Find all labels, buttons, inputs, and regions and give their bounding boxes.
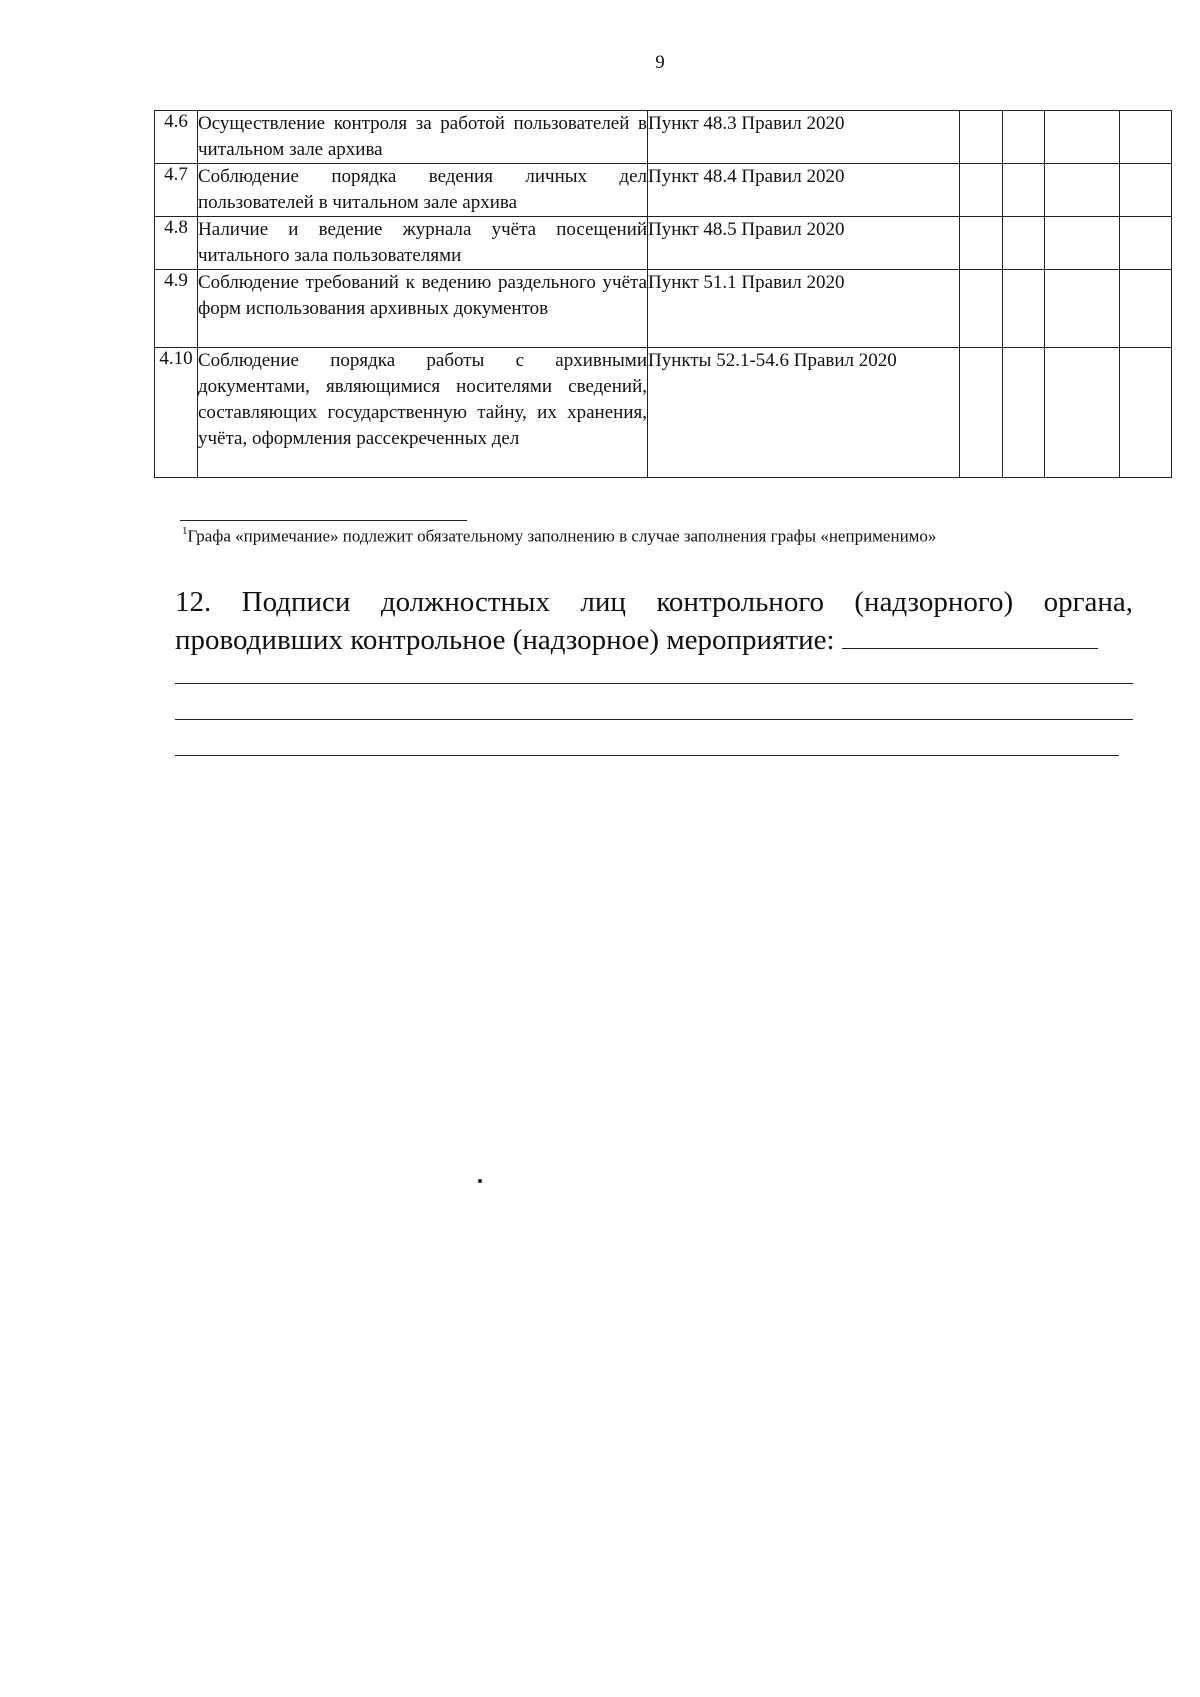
checklist-table [154, 110, 1172, 478]
scan-dot [478, 1179, 482, 1183]
mark-cell-yes[interactable] [960, 111, 1003, 164]
footnote-marker: 1 [182, 525, 188, 537]
signature-line[interactable] [175, 719, 1133, 720]
mark-cell-yes[interactable] [960, 348, 1003, 478]
footnote-separator [180, 520, 467, 521]
note-cell[interactable] [1120, 164, 1172, 217]
table-row [155, 164, 1172, 217]
mark-cell-not-applicable[interactable] [1045, 164, 1120, 217]
mark-cell-no[interactable] [1003, 217, 1045, 270]
requirement-cell: Соблюдение порядка ведения личных дел пользователей в читальном зале архива [198, 164, 648, 217]
reference-cell: Пункты 52.1-54.6 Правил 2020 [648, 348, 960, 478]
requirement-cell: Наличие и ведение журнала учёта посещений читального зала пользователями [198, 217, 648, 270]
table-row [155, 270, 1172, 348]
table-row [155, 111, 1172, 164]
signature-line[interactable] [175, 683, 1133, 684]
reference-cell: Пункт 48.3 Правил 2020 [648, 111, 960, 164]
row-number: 4.6 [155, 111, 198, 164]
mark-cell-not-applicable[interactable] [1045, 111, 1120, 164]
mark-cell-no[interactable] [1003, 111, 1045, 164]
reference-cell: Пункт 51.1 Правил 2020 [648, 270, 960, 348]
row-number: 4.7 [155, 164, 198, 217]
mark-cell-not-applicable[interactable] [1045, 270, 1120, 348]
requirement-cell: Осуществление контроля за работой пользователей в читальном зале архива [198, 111, 648, 164]
mark-cell-no[interactable] [1003, 164, 1045, 217]
mark-cell-no[interactable] [1003, 348, 1045, 478]
note-cell[interactable] [1120, 111, 1172, 164]
reference-cell: Пункт 48.5 Правил 2020 [648, 217, 960, 270]
table-row [155, 348, 1172, 478]
note-cell[interactable] [1120, 348, 1172, 478]
row-number: 4.10 [155, 348, 198, 478]
mark-cell-yes[interactable] [960, 217, 1003, 270]
signature-line[interactable] [175, 755, 1119, 756]
footnote-text: Графа «примечание» подлежит обязательному заполнению в случае заполнения графы «неприменимо» [187, 526, 937, 546]
row-number: 4.8 [155, 217, 198, 270]
note-cell[interactable] [1120, 217, 1172, 270]
reference-cell: Пункт 48.4 Правил 2020 [648, 164, 960, 217]
mark-cell-not-applicable[interactable] [1045, 217, 1120, 270]
signature-blank-inline[interactable] [842, 626, 1098, 649]
mark-cell-yes[interactable] [960, 270, 1003, 348]
page-number: 9 [655, 52, 665, 73]
signatures-heading: 12. Подписи должностных лиц контрольного (надзорного) органа, проводивших контрольное (надзорное) мероприятие: [175, 586, 1133, 656]
note-cell[interactable] [1120, 270, 1172, 348]
mark-cell-not-applicable[interactable] [1045, 348, 1120, 478]
row-number: 4.9 [155, 270, 198, 348]
table-row [155, 217, 1172, 270]
signatures-section [175, 583, 1133, 659]
mark-cell-no[interactable] [1003, 270, 1045, 348]
mark-cell-yes[interactable] [960, 164, 1003, 217]
footnote [182, 526, 936, 547]
requirement-cell: Соблюдение требований к ведению раздельного учёта форм использования архивных документов [198, 270, 648, 348]
requirement-cell: Соблюдение порядка работы с архивными документами, являющимися носителями сведений, составляющих государственную тайну, их хранения, учёта, оформления рассекреченных дел [198, 348, 648, 478]
